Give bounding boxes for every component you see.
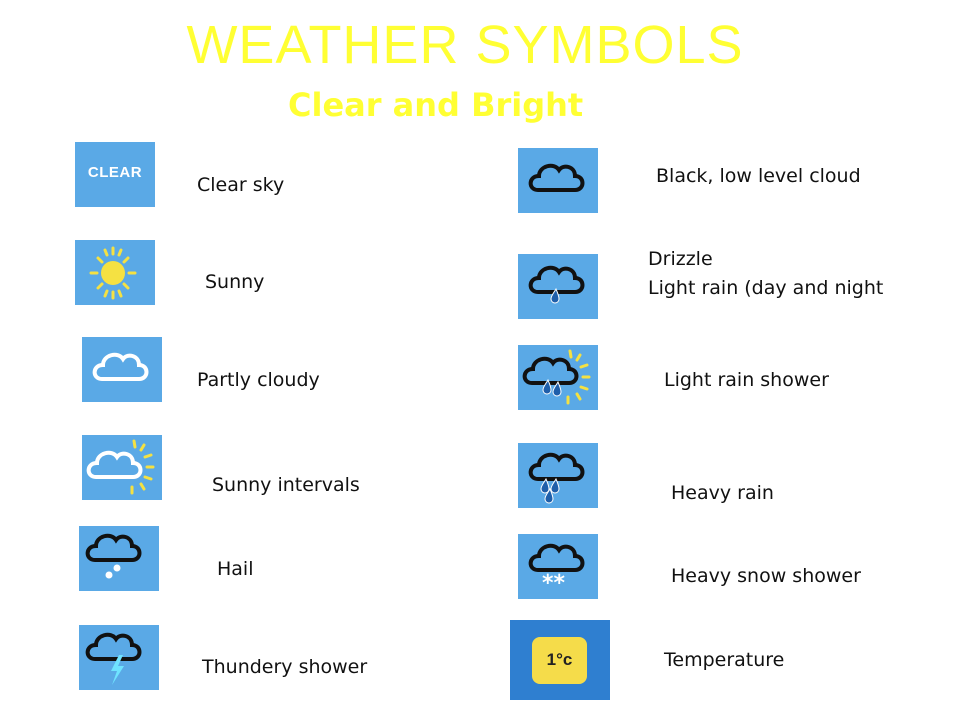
- label-light-rain: Light rain (day and night: [648, 277, 884, 299]
- label-thundery-shower: Thundery shower: [202, 656, 368, 678]
- label-heavy-rain: Heavy rain: [671, 482, 774, 504]
- label-heavy-snow-shower: Heavy snow shower: [671, 565, 861, 587]
- white-cloud-icon: [82, 337, 162, 402]
- temperature-value: 1°c: [546, 650, 573, 669]
- heavy-rain-icon: [518, 443, 598, 508]
- snow-icon: [518, 534, 598, 599]
- page-title: WEATHER SYMBOLS: [186, 15, 744, 75]
- label-sunny: Sunny: [205, 271, 265, 293]
- label-hail: Hail: [217, 558, 254, 580]
- drizzle-icon: [518, 254, 598, 319]
- cloud-sun-icon: [82, 435, 162, 500]
- label-black-low-level-cloud: Black, low level cloud: [656, 165, 861, 187]
- clear-badge-text: CLEAR: [87, 164, 143, 181]
- svg-text:**: **: [542, 571, 566, 596]
- temperature-icon: [510, 620, 610, 700]
- label-temperature: Temperature: [664, 649, 785, 671]
- label-clear-sky: Clear sky: [197, 174, 285, 196]
- temperature-badge: [532, 637, 587, 684]
- label-light-rain-shower: Light rain shower: [664, 369, 829, 391]
- thunder-icon: [79, 625, 159, 690]
- label-partly-cloudy: Partly cloudy: [197, 369, 320, 391]
- label-sunny-intervals: Sunny intervals: [212, 474, 360, 496]
- rain-shower-icon: [518, 345, 598, 410]
- clear-badge-icon: [75, 142, 155, 207]
- hail-icon: [79, 526, 159, 591]
- label-drizzle: Drizzle: [648, 248, 713, 270]
- sun-icon: [75, 240, 155, 305]
- black-cloud-icon: [518, 148, 598, 213]
- page-subtitle: Clear and Bright: [288, 86, 584, 124]
